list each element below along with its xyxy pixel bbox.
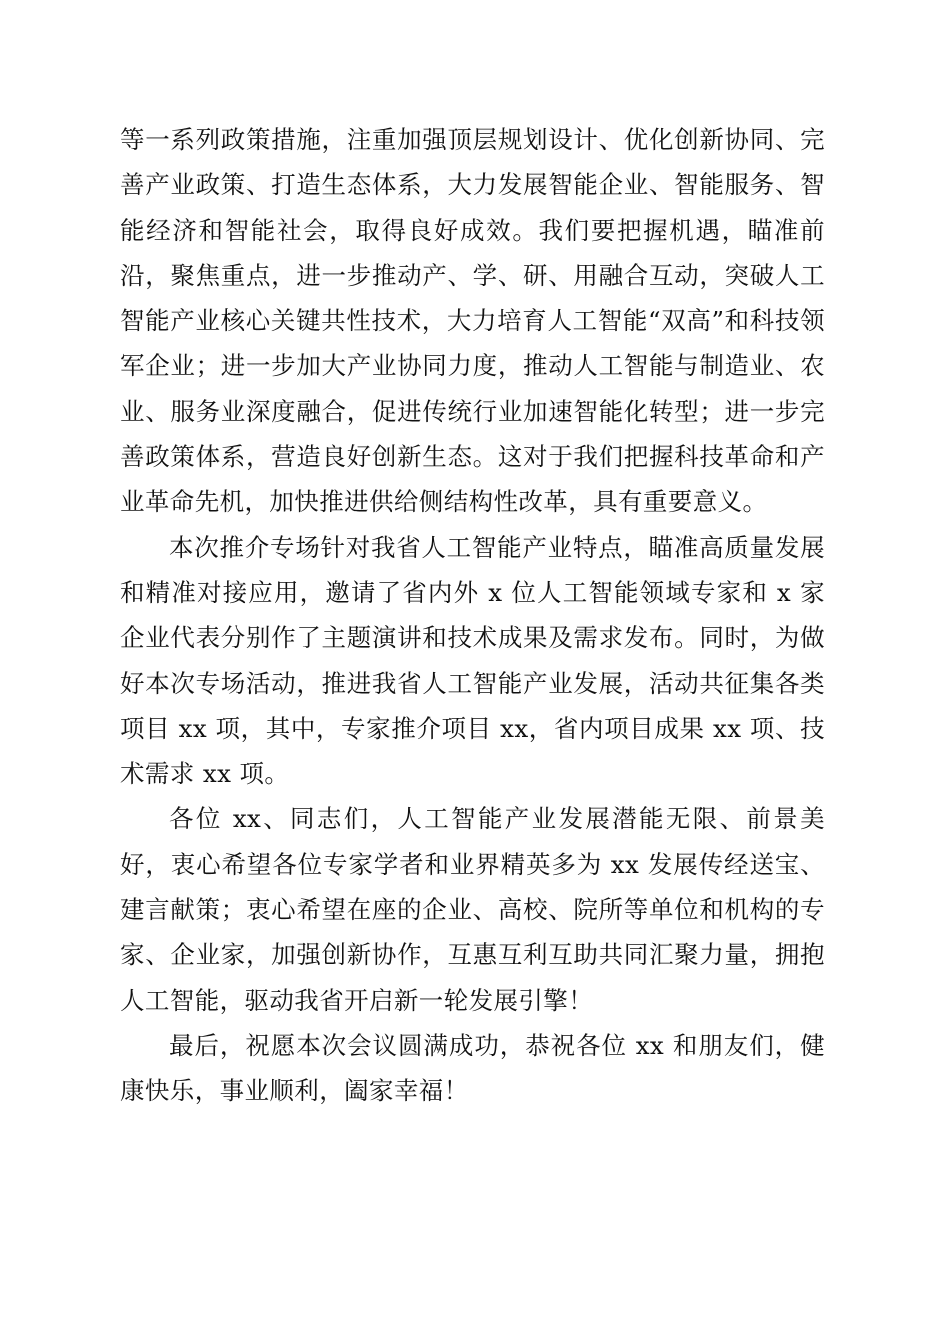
paragraph-continuation: 等一系列政策措施，注重加强顶层规划设计、优化创新协同、完善产业政策、打造生态体系，大力发展智能企业、智能服务、智能经济和智能社会，取得良好成效。我们要把握机遇，瞄准前沿，聚焦重点，进一步推动产、学、研、用融合互动，突破人工智能产业核心关键共性技术，大力培育人工智能“双高”和科技领军企业；进一步加大产业协同力度，推动人工智能与制造业、农业、服务业深度融合，促进传统行业加速智能化转型；进一步完善政策体系，营造良好创新生态。这对于我们把握科技革命和产业革命先机，加快推进供给侧结构性改革，具有重要意义。 xyxy=(120,125,825,517)
paragraph-hopes: 各位 xx、同志们，人工智能产业发展潜能无限、前景美好，衷心希望各位专家学者和业界精英多为 xx 发展传经送宝、建言献策；衷心希望在座的企业、高校、院所等单位和机构的专家、企业家，加强创新协作，互惠互利互助共同汇聚力量，拥抱人工智能，驱动我省开启新一轮发展引擎！ xyxy=(120,804,825,1015)
document-body xyxy=(120,117,825,1114)
paragraph-closing-wishes: 最后，祝愿本次会议圆满成功，恭祝各位 xx 和朋友们，健康快乐，事业顺利，阖家幸福！ xyxy=(120,1030,825,1106)
paragraph-event-overview: 本次推介专场针对我省人工智能产业特点，瞄准高质量发展和精准对接应用，邀请了省内外 x 位人工智能领域专家和 x 家企业代表分别作了主题演讲和技术成果及需求发布。同时，为做好本次专场活动，推进我省人工智能产业发展，活动共征集各类项目 xx 项，其中，专家推介项目 xx，省内项目成果 xx 项、技术需求 xx 项。 xyxy=(120,532,825,789)
